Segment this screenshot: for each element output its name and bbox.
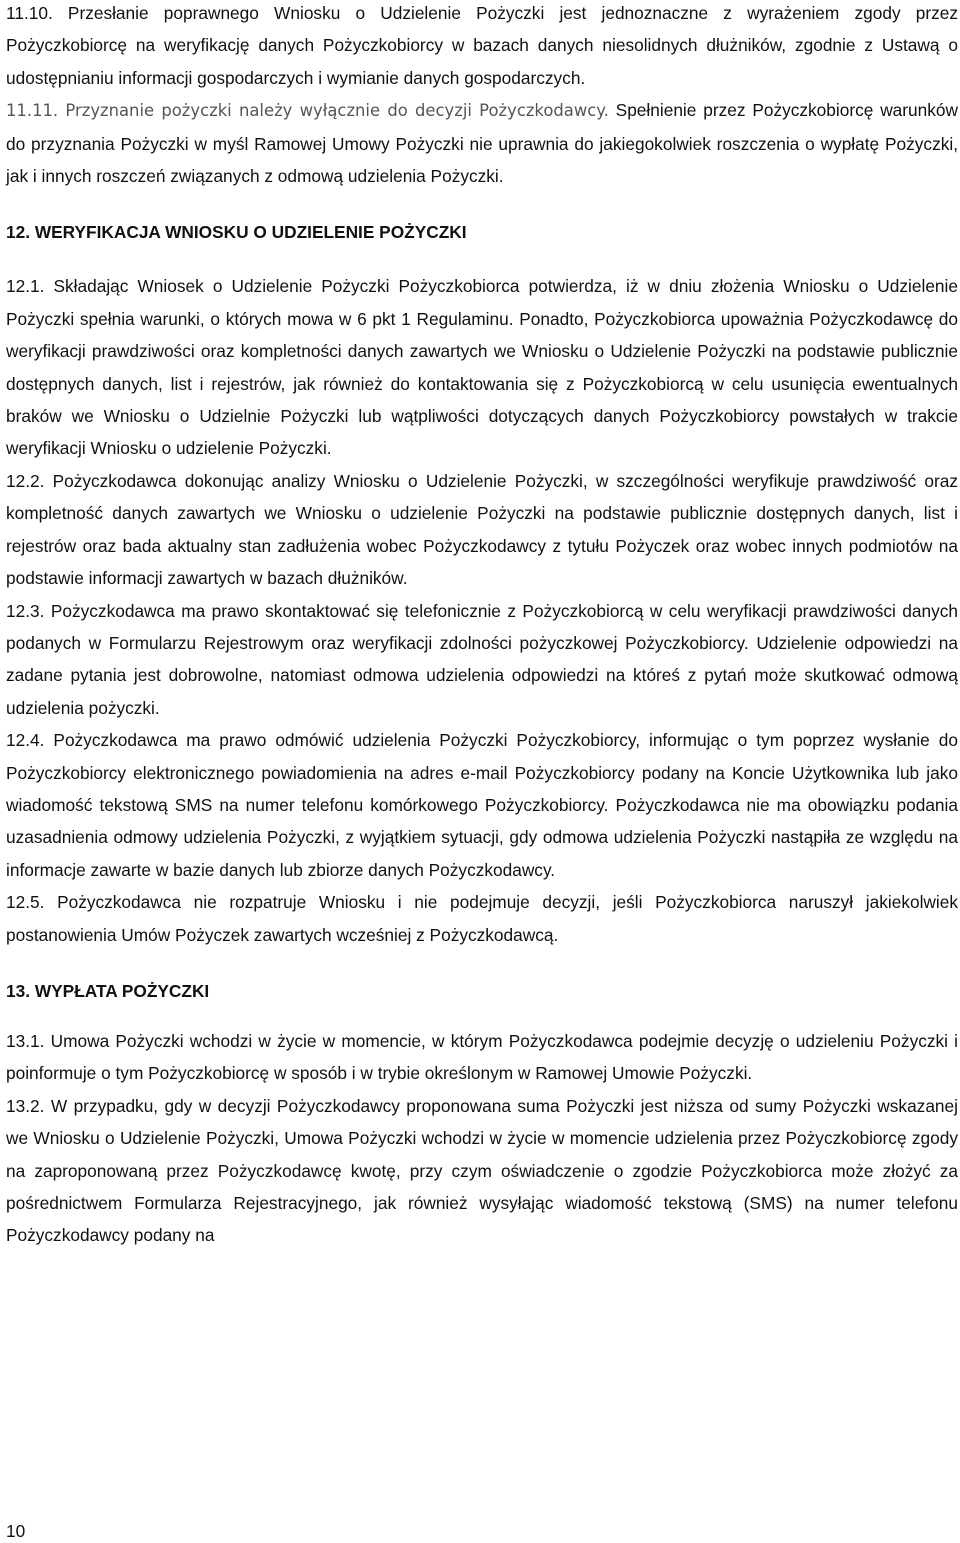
document-page bbox=[6, 0, 958, 1252]
paragraph-11-11 bbox=[6, 94, 958, 192]
paragraph-11-10: 11.10. Przesłanie poprawnego Wniosku o Udzielenie Pożyczki jest jednoznaczne z wyrażeniem zgody przez Pożyczkobiorcę na weryfikację danych Pożyczkobiorcy w bazach danych niesolidnych dłużników, zgodnie z Ustawą o udostępnianiu informacji gospodarczych i wymianie danych gospodarczych. bbox=[6, 3, 958, 88]
paragraph-13-1: 13.1. Umowa Pożyczki wchodzi w życie w momencie, w którym Pożyczkodawca podejmie decyzję o udzieleniu Pożyczki i poinformuje o tym Pożyczkobiorcę w sposób i w trybie określonym w Ramowej Umowie Pożyczki. bbox=[6, 1030, 958, 1084]
section-12-heading: 12. WERYFIKACJA WNIOSKU O UDZIELENIE POŻYCZKI bbox=[6, 222, 467, 243]
paragraph-12-4: 12.4. Pożyczkodawca ma prawo odmówić udzielenia Pożyczki Pożyczkobiorcy, informując o tym poprzez wysłanie do Pożyczkobiorcy elektronicznego powiadomienia na adres e-mail Pożyczkobiorcy podany na Koncie Użytkownika lub jako wiadomość tekstową SMS na numer telefonu komórkowego Pożyczkobiorcy. Pożyczkodawca nie ma obowiązku podania uzasadnienia odmowy udzielenia Pożyczki, z wyjątkiem sytuacji, gdy odmowa udzielenia Pożyczki nastąpiła ze względu na informacje zawarte w bazie danych lub zbiorze danych Pożyczkodawcy. bbox=[6, 730, 958, 880]
paragraph-12-1: 12.1. Składając Wniosek o Udzielenie Pożyczki Pożyczkobiorca potwierdza, iż w dniu złożenia Wniosku o Udzielenie Pożyczki spełnia warunki, o których mowa w 6 pkt 1 Regulaminu. Ponadto, Pożyczkobiorca upoważnia Pożyczkodawcę do weryfikacji prawdziwości oraz kompletności danych zawartych we Wniosku o Udzielenie Pożyczki na podstawie publicznie dostępnych danych, list i rejestrów, jak również do kontaktowania się z Pożyczkobiorcą w celu usunięcia ewentualnych braków we Wniosku o Udzielnie Pożyczki lub wątpliwości dotyczących danych Pożyczkobiorcy powstałych w trakcie weryfikacji Wniosku o udzielenie Pożyczki. bbox=[6, 276, 958, 459]
paragraph-12-2: 12.2. Pożyczkodawca dokonując analizy Wniosku o Udzielenie Pożyczki, w szczególności weryfikuje prawdziwość oraz kompletność danych zawartych we Wniosku o udzielenie Pożyczki na podstawie publicznie dostępnych danych, list i rejestrów oraz bada aktualny stan zadłużenia wobec Pożyczkodawcy z tytułu Pożyczek oraz wobec innych podmiotów na podstawie informacji zawartych w bazach dłużników. bbox=[6, 470, 958, 589]
section-13-heading: 13. WYPŁATA POŻYCZKI bbox=[6, 980, 210, 1001]
paragraph-11-11-rest: Spełnienie przez Pożyczkobiorcę warunków do przyznania Pożyczki w myśl Ramowej Umowy Pożyczki nie uprawnia do jakiegokolwiek roszczenia o wypłatę Pożyczki, jak i innych roszczeń związanych z odmową udzielenia Pożyczki. bbox=[6, 100, 958, 187]
paragraph-12-5: 12.5. Pożyczkodawca nie rozpatruje Wniosku i nie podejmuje decyzji, jeśli Pożyczkobiorca naruszył jakiekolwiek postanowienia Umów Pożyczek zawartych wcześniej z Pożyczkodawcą. bbox=[6, 892, 958, 945]
page-number: 10 bbox=[6, 1521, 26, 1541]
paragraph-13-2: 13.2. W przypadku, gdy w decyzji Pożyczkodawcy proponowana suma Pożyczki jest niższa od sumy Pożyczki wskazanej we Wniosku o Udzielenie Pożyczki, Umowa Pożyczki wchodzi w życie w momencie udzielenia przez Pożyczkobiorcę zgody na zaproponowaną przez Pożyczkodawcę kwotę, przy czym oświadczenie o zgodzie Pożyczkobiorca może złożyć za pośrednictwem Formularza Rejestracyjnego, jak również wysyłając wiadomość tekstową (SMS) na numer telefonu Pożyczkodawcy podany na bbox=[6, 1095, 958, 1246]
paragraph-12-3: 12.3. Pożyczkodawca ma prawo skontaktować się telefonicznie z Pożyczkobiorcą w celu weryfikacji prawdziwości danych podanych w Formularzu Rejestrowym oraz weryfikacji zdolności pożyczkowej Pożyczkobiorcy. Udzielenie odpowiedzi na zadane pytania jest dobrowolne, natomiast odmowa udzielenia odpowiedzi na któreś z pytań może skutkować odmową udzielenia pożyczki. bbox=[6, 600, 958, 718]
paragraph-11-11-lead: 11.11. Przyznanie pożyczki należy wyłącznie do decyzji Pożyczkodawcy. bbox=[6, 101, 609, 121]
